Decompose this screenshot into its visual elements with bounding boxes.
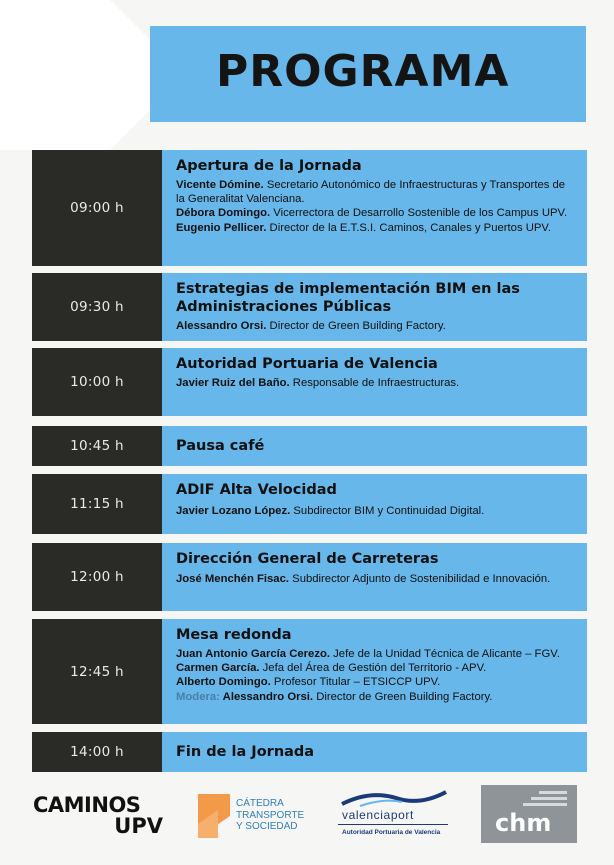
chm-logo <box>481 785 577 843</box>
event-title: Pausa café <box>176 438 265 454</box>
catedra-mark-icon <box>198 794 230 838</box>
caminos-upv-logo <box>33 794 168 836</box>
speaker-role: Jefa del Área de Gestión del Territorio - APV. <box>259 662 487 675</box>
upv-logo-text: UPV <box>114 814 163 838</box>
speaker-name: Javier Ruiz del Baño. <box>176 377 290 389</box>
speaker-role: Jefe de la Unidad Técnica de Alicante – FGV. <box>330 648 560 660</box>
time-label: 12:45 h <box>32 619 162 724</box>
speaker-name: Eugenio Pellicer. <box>176 221 267 234</box>
speaker-line <box>176 647 577 661</box>
schedule-row <box>32 732 587 772</box>
speaker-name: Vicente Dómine. <box>176 179 264 191</box>
speaker-role: Director de Green Building Factory. <box>266 320 446 332</box>
event-details <box>162 150 587 266</box>
event-details <box>162 732 587 772</box>
time-label: 10:45 h <box>32 426 162 466</box>
time-label: 09:00 h <box>32 150 162 266</box>
catedra-line-1: CÁTEDRA <box>236 798 284 809</box>
speaker-line <box>176 675 577 689</box>
speaker-role: Secretario Autonómico de Infraestructuras y Transportes de la Generalitat Valenciana. <box>176 179 566 206</box>
caminos-logo-text: CAMINOS <box>33 793 141 817</box>
catedra-line-2: TRANSPORTE <box>236 809 305 821</box>
catedra-logo <box>198 792 318 842</box>
event-title: ADIF Alta Velocidad <box>176 482 337 498</box>
chm-name: chm <box>495 809 552 837</box>
speaker-name: Alessandro Orsi. <box>176 320 267 332</box>
speaker-name: Débora Domingo. <box>176 207 271 220</box>
speaker-role: Responsable de Infraestructuras. <box>289 377 460 389</box>
schedule-row <box>32 348 587 416</box>
speaker-line <box>176 690 577 704</box>
event-title: Autoridad Portuaria de Valencia <box>176 356 438 372</box>
speaker-line <box>176 661 577 675</box>
speaker-line <box>176 571 577 588</box>
schedule-row <box>32 619 587 724</box>
speaker-name: Carmen García. <box>176 662 260 675</box>
event-title: Fin de la Jornada <box>176 744 315 760</box>
event-title: Apertura de la Jornada <box>176 158 362 174</box>
page-title: PROGRAMA <box>216 46 510 97</box>
event-details <box>162 474 587 534</box>
event-details <box>162 426 587 466</box>
speaker-name: Javier Lozano López. <box>176 505 291 517</box>
speaker-role: Vicerrectora de Desarrollo Sostenible de los Campus UPV. <box>270 207 568 220</box>
speaker-role: Subdirector BIM y Continuidad Digital. <box>290 505 485 517</box>
time-label: 09:30 h <box>32 273 162 341</box>
speaker-role: Director de la E.T.S.I. Caminos, Canales y Puertos UPV. <box>266 221 552 234</box>
time-label: 14:00 h <box>32 732 162 772</box>
speaker-line <box>176 319 577 333</box>
event-title: Dirección General de Carreteras <box>176 551 439 567</box>
speaker-line <box>176 206 577 220</box>
schedule-row <box>32 474 587 534</box>
speaker-role: Subdirector Adjunto de Sostenibilidad e Innovación. <box>289 573 551 585</box>
event-details <box>162 273 587 341</box>
wave-icon <box>340 788 448 808</box>
event-details <box>162 348 587 416</box>
time-label: 10:00 h <box>32 348 162 416</box>
valenciaport-subtitle: Autoridad Portuaria de Valencia <box>342 829 441 836</box>
event-details <box>162 619 587 724</box>
event-details <box>162 543 587 611</box>
speaker-line <box>176 178 577 206</box>
valenciaport-logo <box>338 788 450 844</box>
time-label: 12:00 h <box>32 543 162 611</box>
valenciaport-name: valenciaport <box>342 808 414 822</box>
speaker-line <box>176 504 577 518</box>
speaker-line <box>176 376 577 390</box>
catedra-line-3: Y SOCIEDAD <box>236 821 298 832</box>
event-title: Estrategias de implementación BIM en las Administraciones Públicas <box>176 281 520 315</box>
sponsor-logos <box>0 780 614 850</box>
event-title: Mesa redonda <box>176 627 292 643</box>
speaker-role: Director de Green Building Factory. <box>313 690 493 703</box>
schedule-row <box>32 150 587 266</box>
speaker-name: Alberto Domingo. <box>176 676 271 689</box>
speaker-name: Juan Antonio García Cerezo. <box>176 648 331 660</box>
divider <box>338 824 448 825</box>
time-label: 11:15 h <box>32 474 162 534</box>
speaker-line <box>176 221 577 235</box>
speaker-name: José Menchén Fisac. <box>176 573 290 585</box>
speaker-role: Profesor Titular – ETSICCP UPV. <box>270 676 441 689</box>
schedule-row <box>32 543 587 611</box>
title-banner <box>150 26 586 122</box>
moderator-label: Modera: <box>176 690 220 703</box>
speaker-name: Alessandro Orsi. <box>219 690 314 703</box>
schedule-row <box>32 426 587 466</box>
schedule-row <box>32 273 587 341</box>
